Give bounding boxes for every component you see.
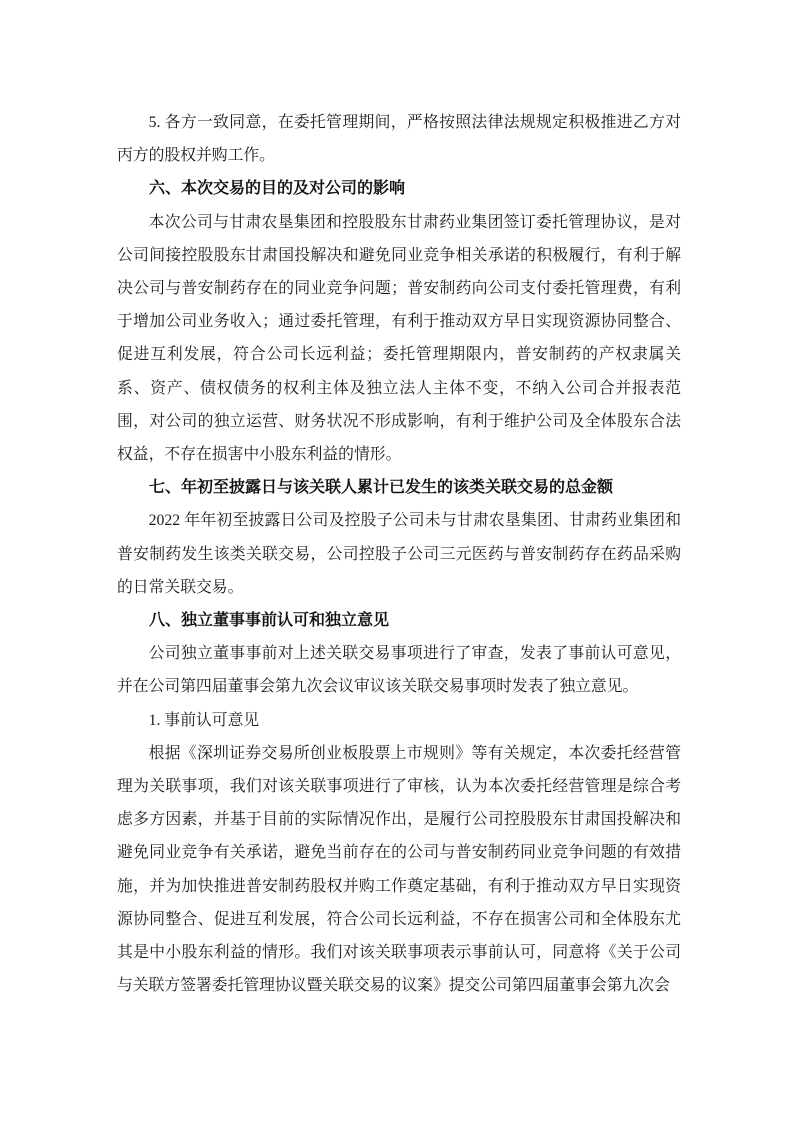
section-heading-6-transaction-purpose: 六、本次交易的目的及对公司的影响 bbox=[149, 180, 406, 198]
document-content bbox=[117, 106, 681, 1002]
section-6-body-paragraph: 本次公司与甘肃农垦集团和控股股东甘肃药业集团签订委托管理协议，是对公司间接控股股东甘肃国投解决和避免同业竞争相关承诺的积极履行，有利于解决公司与普安制药存在的同业竞争问题；普安制药向公司支付委托管理费，有利于增加公司业务收入；通过委托管理，有利于推动双方早日实现资源协同整合、促进互利发展，符合公司长远利益；委托管理期限内，普安制药的产权隶属关系、资产、债权债务的权利主体及独立法人主体不变，不纳入公司合并报表范围，对公司的独立运营、财务状况不形成影响，有利于维护公司及全体股东合法权益，不存在损害中小股东利益的情形。 bbox=[117, 213, 681, 464]
section-8-body-paragraph: 公司独立董事事前对上述关联交易事项进行了审查，发表了事前认可意见，并在公司第四届董事会第九次会议审议该关联交易事项时发表了独立意见。 bbox=[117, 645, 681, 696]
section-7-body-paragraph: 2022 年年初至披露日公司及控股子公司未与甘肃农垦集团、甘肃药业集团和普安制药发生该类关联交易，公司控股子公司三元医药与普安制药存在药品采购的日常关联交易。 bbox=[117, 512, 681, 596]
clause-5-paragraph: 5. 各方一致同意，在委托管理期间，严格按照法律法规规定积极推进乙方对丙方的股权并购工作。 bbox=[117, 114, 681, 165]
section-heading-7-cumulative-transactions: 七、年初至披露日与该关联人累计已发生的该类关联交易的总金额 bbox=[149, 479, 614, 497]
section-heading-8-independent-directors: 八、独立董事事前认可和独立意见 bbox=[149, 612, 390, 630]
subsection-1-prior-approval-title: 1. 事前认可意见 bbox=[148, 711, 260, 729]
prior-approval-opinion-paragraph: 根据《深圳证券交易所创业板股票上市规则》等有关规定，本次委托经营管理为关联事项，我们对该关联事项进行了审核，认为本次委托经营管理是综合考虑多方因素，并基于目前的实际情况作出，是履行公司控股股东甘肃国投解决和避免同业竞争有关承诺，避免当前存在的公司与普安制药同业竞争问题的有效措施，并为加快推进普安制药股权并购工作奠定基础，有利于推动双方早日实现资源协同整合、促进互利发展，符合公司长远利益，不存在损害公司和全体股东尤其是中小股东利益的情形。我们对该关联事项表示事前认可，同意将《关于公司与关联方签署委托管理协议暨关联交易的议案》提交公司第四届董事会第九次会 bbox=[117, 744, 681, 995]
